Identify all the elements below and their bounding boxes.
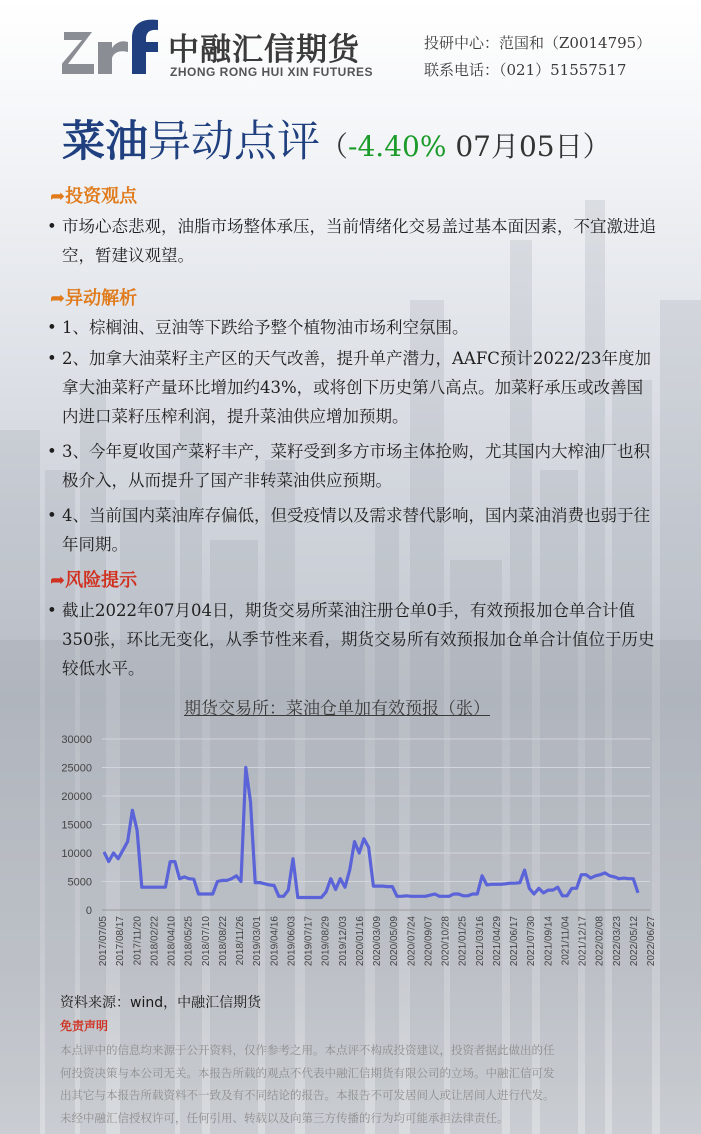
arrow-icon: ➦ [50, 570, 66, 591]
phone-line: 联系电话：（021）51557517 [424, 61, 627, 79]
list-item [47, 596, 657, 683]
section-heading-investment-view [50, 182, 137, 208]
list-item-text: 4、当前国内菜油库存偏低，但受疫情以及需求替代影响，国内菜油消费也弱于往年同期。 [62, 506, 650, 554]
bullet-dot-icon: • [47, 601, 57, 620]
title-paren-close: ） [582, 130, 611, 163]
disclaimer-line: 何投资决策与本公司无关。本报告所载的观点不代表中融汇信期货有限公司的立场。中融汇信可发 [60, 1065, 555, 1080]
x-tick-label: 2018/07/10 [200, 916, 212, 967]
y-tick-label: 0 [85, 905, 92, 917]
bullet-dot-icon: • [47, 442, 57, 461]
x-tick-label: 2018/02/22 [149, 916, 161, 967]
list-item-text: 1、棕榈油、豆油等下跌给予整个植物油市场利空氛围。 [62, 318, 469, 337]
x-tick-label: 2020/07/24 [406, 916, 418, 967]
section-heading-analysis [50, 284, 137, 310]
x-tick-label: 2019/03/01 [252, 916, 264, 967]
x-tick-label: 2020/10/28 [440, 916, 452, 967]
list-item [47, 437, 657, 495]
title-paren-open: （ [320, 130, 349, 163]
x-tick-label: 2021/04/29 [491, 916, 503, 967]
y-tick-label: 10000 [61, 848, 92, 860]
x-tick-label: 2021/06/17 [509, 916, 520, 967]
x-tick-label: 2020/01/16 [354, 916, 366, 967]
disclaimer-title: 免责声明 [60, 1019, 109, 1033]
page-title [62, 112, 611, 177]
logo-chinese-name: 中融汇信期货 [168, 32, 360, 68]
list-item [47, 313, 657, 342]
x-tick-label: 2021/03/16 [474, 916, 486, 967]
list-item-text: 2、加拿大油菜籽主产区的天气改善，提升单产潜力，AAFC预计2022/23年度加拿大油菜籽产量环比增加约43%，或将创下历史第八高点。加菜籽承压或改善国内进口菜籽压榨利润，提升菜油供应增加预期。 [62, 349, 651, 426]
x-tick-label: 2022/02/08 [594, 916, 606, 967]
x-tick-label: 2019/12/03 [337, 916, 349, 967]
title-subject: 异动点评 [148, 117, 320, 167]
title-date: 07月05日 [446, 130, 583, 163]
disclaimer-line: 未经中融汇信授权许可，任何引用、转载以及向第三方传播的行为均可能承担法律责任。 [60, 1110, 509, 1125]
list-item [47, 212, 657, 270]
y-tick-label: 20000 [61, 791, 92, 803]
x-tick-label: 2018/05/25 [183, 916, 195, 967]
series-line [104, 768, 638, 898]
y-tick-label: 30000 [61, 734, 92, 746]
line-chart [40, 725, 670, 987]
section-heading-risk [50, 566, 137, 592]
company-logo [62, 12, 377, 82]
y-tick-label: 25000 [61, 762, 92, 775]
zrf-logo-icon [62, 12, 162, 82]
bullet-dot-icon: • [47, 217, 57, 236]
x-tick-label: 2017/08/17 [115, 916, 127, 967]
x-tick-label: 2019/07/17 [303, 916, 315, 967]
title-change-percent: -4.40% [348, 130, 447, 163]
list-item [47, 344, 657, 431]
y-tick-label: 5000 [67, 876, 92, 889]
x-tick-label: 2021/07/30 [526, 916, 538, 967]
section-heading-label: 投资观点 [65, 186, 138, 207]
bullet-dot-icon: • [47, 349, 57, 368]
disclaimer-text [60, 1039, 640, 1129]
disclaimer-line: 出其它与本报告所载资料不一致及有不同结论的报告。本报告不可发居间人或让居间人进行代发。 [60, 1088, 555, 1102]
x-tick-label: 2018/04/10 [166, 916, 178, 967]
arrow-icon: ➦ [50, 288, 66, 309]
data-source: 资料来源：wind，中融汇信期货 [60, 995, 262, 1011]
x-tick-label: 2020/05/09 [389, 916, 401, 967]
y-tick-label: 15000 [61, 819, 92, 832]
x-tick-label: 2022/06/27 [646, 916, 657, 967]
disclaimer-line: 本点评中的信息均来源于公开资料，仅作参考之用。本点评不构成投资建议，投资者据此做出的任 [60, 1043, 555, 1057]
x-tick-label: 2022/05/12 [628, 916, 640, 967]
list-item-text: 3、今年夏收国产菜籽丰产，菜籽受到多方市场主体抢购，尤其国内大榨油厂也积极介入，从而提升了国产非转菜油供应预期。 [62, 442, 650, 490]
x-tick-label: 2021/01/25 [457, 916, 469, 967]
arrow-icon: ➦ [50, 186, 66, 207]
x-tick-label: 2017/07/05 [98, 916, 109, 967]
x-tick-label: 2021/12/17 [577, 916, 589, 967]
x-tick-label: 2021/11/04 [560, 916, 572, 966]
bullet-dot-icon: • [47, 506, 57, 525]
list-item [47, 501, 657, 559]
x-tick-label: 2018/11/26 [235, 916, 246, 966]
analyst-line: 投研中心：范国和（Z0014795） [424, 34, 652, 52]
x-tick-label: 2022/03/23 [611, 916, 623, 967]
bullet-dot-icon: • [47, 318, 57, 337]
x-tick-label: 2019/08/29 [320, 916, 332, 967]
title-product: 菜油 [62, 117, 148, 167]
contact-info [424, 30, 651, 84]
section-heading-label: 异动解析 [65, 288, 138, 309]
list-item-text: 市场心态悲观，油脂市场整体承压，当前情绪化交易盖过基本面因素，不宜激进追空，暂建议观望。 [62, 217, 656, 265]
logo-english-name: ZHONG RONG HUI XIN FUTURES [170, 65, 374, 79]
list-item-text: 截止2022年07月04日，期货交易所菜油注册仓单0手，有效预报加仓单合计值350张，环比无变化，从季节性来看，期货交易所有效预报加仓单合计值位于历史较低水平。 [62, 601, 655, 678]
x-tick-label: 2020/09/07 [423, 916, 435, 967]
x-tick-label: 2021/09/14 [543, 916, 555, 967]
chart-title: 期货交易所：菜油仓单加有效预报（张） [184, 699, 490, 719]
section-heading-label: 风险提示 [65, 570, 138, 591]
x-tick-label: 2019/06/03 [286, 916, 298, 967]
x-tick-label: 2018/08/22 [217, 916, 229, 967]
x-tick-label: 2020/03/09 [372, 916, 383, 967]
x-tick-label: 2017/11/20 [132, 916, 144, 966]
x-tick-label: 2019/04/16 [269, 916, 281, 967]
